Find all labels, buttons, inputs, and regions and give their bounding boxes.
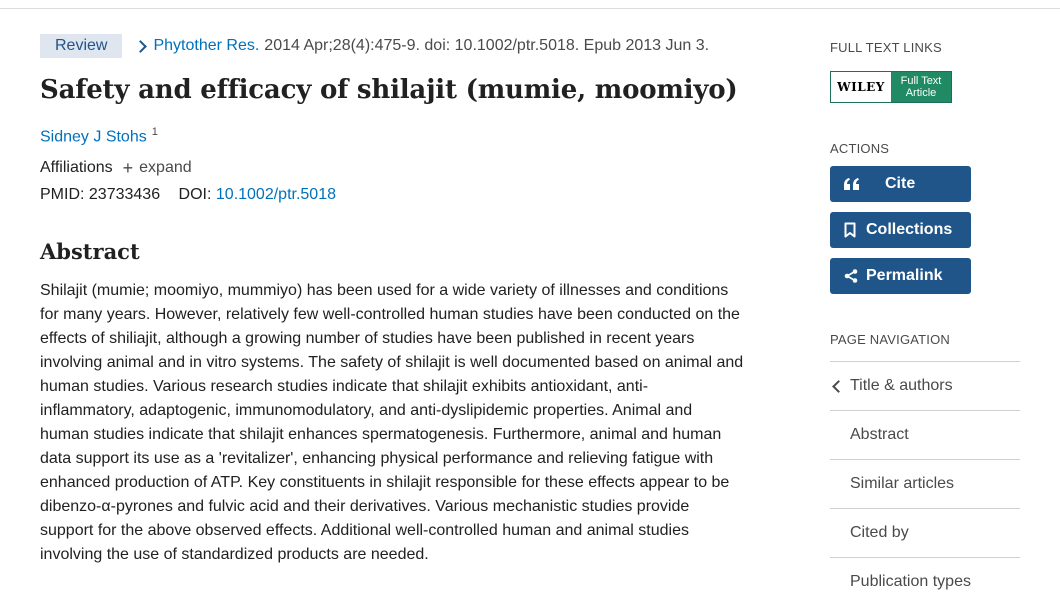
author-link[interactable]: Sidney J Stohs [40,128,147,146]
nav-item-title-authors[interactable] [830,361,1020,410]
wiley-line-1: Full Text [900,75,942,87]
identifiers-row [40,186,765,204]
abstract-line: Shilajit (mumie; moomiyo, mummiyo) has been used for a wide variety of illnesses and conditions [40,282,729,300]
wiley-full-text-link[interactable] [830,71,952,103]
review-badge: Review [40,34,122,58]
nav-item-cited-by[interactable] [830,508,1020,557]
affiliations-row [40,159,765,177]
wiley-logo: WILEY [831,72,891,102]
chevron-left-icon [832,380,845,393]
nav-item-label: Abstract [850,426,909,443]
affiliation-number[interactable]: 1 [151,126,158,138]
nav-item-abstract[interactable] [830,410,1020,459]
permalink-label: Permalink [866,267,943,284]
article-title: Safety and efficacy of shilajit (mumie, moomiyo) [40,75,738,105]
abstract-line: dibenzo-α-pyrones and fulvic acid and their derivatives. Various mechanistic studies provide [40,498,690,516]
abstract-line: human studies indicate that shilajit enhances spermatogenesis. Furthermore, animal and human [40,426,722,444]
abstract-line: for many years. However, relatively few well-controlled human studies have been conducted on the [40,306,740,324]
sidebar [830,40,1020,606]
affiliations-label: Affiliations [40,159,113,177]
plus-icon[interactable]: + [122,158,134,179]
share-icon [844,269,866,283]
abstract-line: support for the above observed effects. Additional well-controlled human and animal studies [40,522,689,540]
pmid-label: PMID: [40,186,85,204]
citation-details: 2014 Apr;28(4):475-9. doi: 10.1002/ptr.5018. Epub 2013 Jun 3. [264,37,710,54]
abstract-line: involving animal and in vitro systems. The safety of shilajit is well documented based on animal and [40,354,744,372]
wiley-full-text-label [891,72,951,102]
pmid-value: 23733436 [88,186,161,204]
article-main [40,33,765,567]
nav-item-label: Similar articles [850,475,955,492]
bookmark-icon [844,222,866,238]
top-divider [0,8,1060,9]
citation-line [40,33,765,59]
full-text-links-heading: FULL TEXT LINKS [830,40,942,55]
abstract-text [40,279,765,567]
abstract-line: effects of shiliajit, although a growing number of studies have been published in recent years [40,330,695,348]
nav-item-label: Cited by [850,524,909,541]
abstract-heading: Abstract [40,239,140,265]
abstract-line: enhanced production of ATP. Key constituents in shilajit responsible for these effects appear to be [40,474,730,492]
nav-item-label: Publication types [850,573,971,590]
actions-heading: ACTIONS [830,141,890,156]
abstract-line: human studies. Various research studies indicate that shilajit exhibits antioxidant, anti- [40,378,649,396]
cite-button[interactable] [830,166,971,202]
journal-link[interactable]: Phytother Res. [153,37,260,54]
permalink-button[interactable] [830,258,971,294]
page-navigation-heading: PAGE NAVIGATION [830,332,951,347]
author-list [40,126,765,146]
collections-button[interactable] [830,212,971,248]
quote-icon [844,178,866,190]
doi-link[interactable]: 10.1002/ptr.5018 [215,186,336,204]
doi-label: DOI: [178,186,212,204]
abstract-line: data support its use as a 'revitalizer', enhancing physical performance and relieving fatigue with [40,450,714,468]
abstract-line: involving the use of standardized products are needed. [40,546,429,564]
wiley-line-2: Article [905,87,937,99]
chevron-right-icon [135,40,148,53]
cite-label: Cite [885,175,916,192]
collections-label: Collections [866,221,953,238]
page-navigation [830,361,1020,606]
abstract-line: inflammatory, adaptogenic, immunomodulatory, and anti-dyslipidemic properties. Animal and [40,402,693,420]
nav-item-similar-articles[interactable] [830,459,1020,508]
expand-affiliations-button[interactable]: expand [139,159,192,177]
nav-item-label: Title & authors [850,377,953,394]
nav-item-publication-types[interactable] [830,557,1020,606]
